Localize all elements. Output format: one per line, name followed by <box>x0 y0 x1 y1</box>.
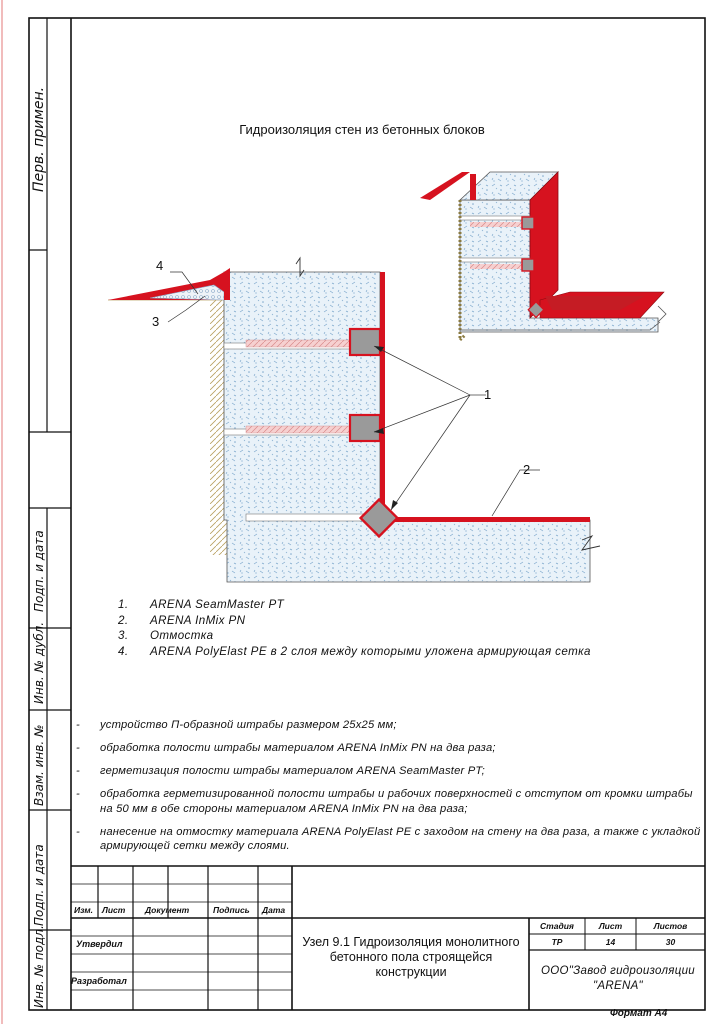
header-signature: Подпись <box>213 905 250 915</box>
callout-1: 1 <box>484 387 492 402</box>
sheet-title: Узел 9.1 Гидроизоляция монолитного бетонного пола строящейся конструкции <box>302 935 520 979</box>
side-label-podp-data-1: Подп. и дата <box>32 530 46 612</box>
approved-label: Утвердил <box>76 939 123 949</box>
legend-item: 2. ARENA InMix PN <box>118 613 246 627</box>
stage-value: ТР <box>551 937 563 947</box>
developed-label: Разработал <box>71 976 127 986</box>
sheet-number: 14 <box>605 937 616 947</box>
note-item: - герметизация полости штрабы материалом ARENA SeamMaster PT; <box>76 765 485 777</box>
note-item: - обработка полости штрабы материалом ARENA InMix PN на два раза; <box>76 742 496 754</box>
note-item: - нанесение на отмостку материала ARENA PolyElast PE с заходом на стену на два раза, а также с укладкой армирующей сетки между слоями. <box>76 825 701 852</box>
format-label: Формат А4 <box>610 1008 668 1019</box>
callout-4: 4 <box>156 258 164 273</box>
sheets-total: 30 <box>665 937 676 947</box>
side-label-perv-primen: Перв. примен. <box>31 86 47 192</box>
drawing-title: Гидроизоляция стен из бетонных блоков <box>239 122 485 137</box>
callout-2: 2 <box>523 462 531 477</box>
legend-item: 1. ARENA SeamMaster PT <box>118 598 285 611</box>
header-date: Дата <box>262 905 286 915</box>
header-list: Лист <box>102 905 126 915</box>
side-label-vzam-inv: Взам. инв. № <box>32 724 46 806</box>
header-izm: Изм. <box>74 905 93 915</box>
header-document: Документ <box>145 905 190 915</box>
callout-3: 3 <box>152 314 160 329</box>
legend-item: 4. ARENA PolyElast PE в 2 слоя между которыми уложена армирующая сетка <box>118 644 591 658</box>
note-item: - устройство П-образной штрабы размером 25х25 мм; <box>76 719 397 731</box>
side-label-podp-data-2: Подп. и дата <box>32 844 46 926</box>
side-label-inv-podl: Инв. № подл. <box>32 925 46 1008</box>
legend-item: 3. Отмостка <box>118 629 214 642</box>
sheets-header: Листов <box>653 921 688 931</box>
sheet-header: Лист <box>598 921 623 931</box>
note-item: - обработка герметизированной полости штрабы и рабочих поверхностей с отступом от кромки штрабы на 50 мм в обе стороны материалом ARENA InMix PN на два раза; <box>76 788 693 815</box>
side-label-inv-dubl: Инв. № дубл. <box>32 621 46 704</box>
stage-header: Стадия <box>540 921 574 931</box>
company-name: ООО"Завод гидроизоляции "ARENA" <box>541 965 695 992</box>
